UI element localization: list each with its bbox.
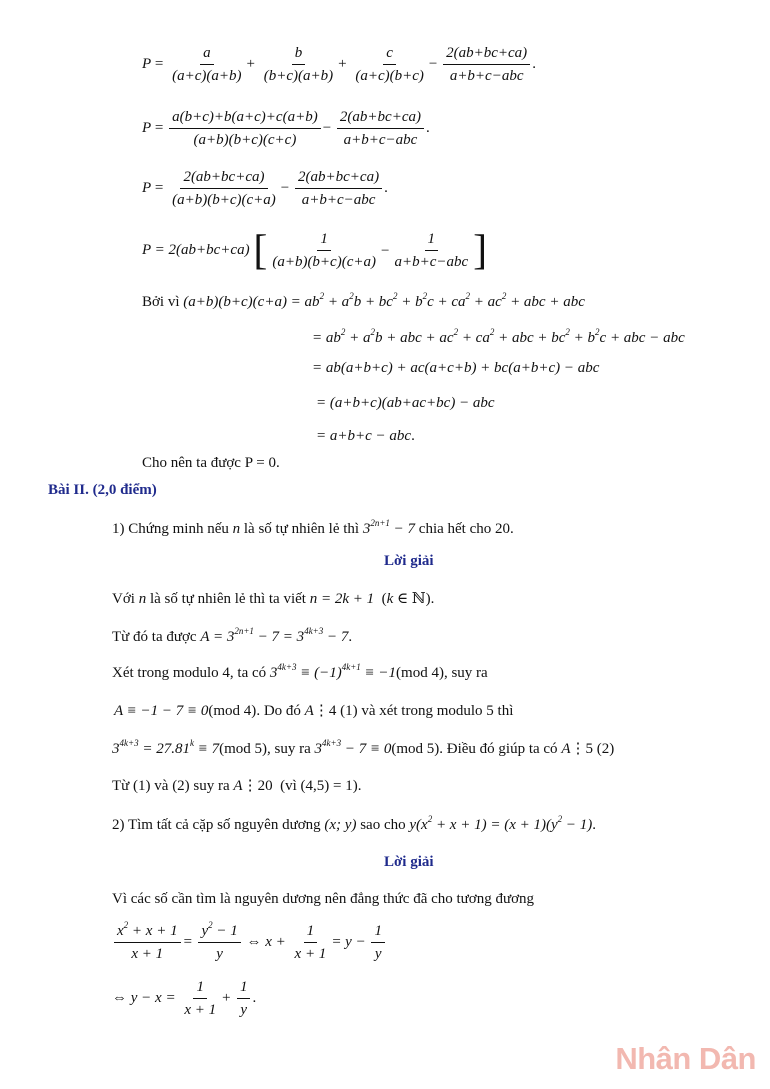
solution-2-line-3: ⇔ y − x = $\frac{1}{x + 1}$ + $\frac{1}{y}$ .	[112, 979, 257, 1018]
q1-text-a: 1) Chứng minh nếu	[112, 521, 229, 537]
section-title: Bài II. (2,0 điểm)	[48, 482, 157, 498]
s4-c: (1) và xét trong modulo 5 thì	[340, 703, 514, 719]
equation-p-line-1: P = $\frac{a}{(a+c)(a+b)}$ + $\frac{b}{(b+c)(a+b)}$ + $\frac{c}{(a+c)(b+c)}$ − $\frac{2(ab+bc+ca)}{\text{a+b+c−abc}}$ .	[142, 45, 536, 84]
solution-heading-2: Lời giải	[384, 854, 434, 870]
solution-1-line-5: $3^{4k+3} = 27.81^k \equiv 7(mod$ 5), suy ra $3^{4k+3} - 7 \equiv 0(mod$ 5). Điều đó giúp ta có A⋮5 (2)	[112, 738, 615, 757]
frac-num: 2(ab+bc+ca)	[295, 168, 382, 189]
frac-den: a+b+c−abc	[394, 254, 469, 270]
q2-b: sao cho	[360, 817, 406, 833]
frac-den: a+b+c−abc	[449, 68, 524, 84]
frac-num: a	[200, 44, 214, 65]
since-line-3: = ab(a+b+c) + ac(a+c+b) + bc(a+b+c) − abc	[312, 360, 600, 376]
question-2: 2) Tìm tất cả cặp số nguyên dương (x; y) sao cho $y(x^2 + x + 1) = (x + 1)(y^2 - 1)$.	[112, 814, 597, 833]
s5-c: . Điều đó giúp ta có	[439, 741, 558, 757]
watermark-logo: Nhân Dân	[615, 1041, 756, 1076]
solution-1-line-6: Từ (1) và (2) suy ra A⋮20 (vì (4,5) = 1).	[112, 778, 362, 794]
s6-a: Từ (1) và (2) suy ra	[112, 778, 230, 794]
s5-d: (2)	[596, 741, 615, 757]
solution-heading-1: Lời giải	[384, 553, 434, 569]
solution-1-line-4: A ≡ −1 − 7 ≡ 0(mod 4). Do đó A⋮4 (1) và xét trong modulo 5 thì	[114, 703, 514, 719]
solution-2-line-2: $\frac{x^2 + x + 1}{x + 1}$ = $\frac{y^2 - 1}{y}$ ⇔ x + $\frac{1}{x + 1}$ = y − $\frac{1}{y}$	[112, 922, 387, 963]
solution-1-line-3: Xét trong modulo 4, ta có $3^{4k+3} \equiv (-1)^{4k+1} \equiv -1(mod$ 4), suy ra	[112, 662, 488, 681]
equation-p-line-2: P = $\frac{a(b+c)+b(a+c)+c(a+b)}{(a+b)(b+c)(c+c)}$ − $\frac{2(ab+bc+ca)}{\text{a+b+c−abc}}$ .	[142, 109, 430, 148]
since-line-2: = $ab^2 + a^2b$ + abc + $ac^2 + ca^2$ + abc + $bc^2 + b^2c$ + abc − abc	[312, 327, 685, 346]
frac-den: (a+b)(b+c)(c+a)	[172, 192, 276, 208]
equation-p-line-4: P = 2(ab+bc+ca) [ $\frac{1}{(a+b)(b+c)(c+a)}$ − $\frac{1}{\text{a+b+c−abc}}$ ]	[142, 227, 488, 274]
q1-text-c: chia hết cho 20.	[418, 521, 514, 537]
frac-num: 1	[317, 230, 331, 251]
frac-den: (a+c)(a+b)	[172, 68, 242, 84]
question-1: 1) Chứng minh nếu n là số tự nhiên lẻ thì $3^{2n+1} - 7$ chia hết cho 20.	[112, 518, 514, 537]
frac-den: (a+c)(b+c)	[355, 68, 424, 84]
equation-prefix: P = 2(ab+bc+ca)	[142, 241, 250, 258]
frac-num: 2(ab+bc+ca)	[180, 168, 267, 189]
s3-b: , suy ra	[443, 665, 488, 681]
since-label: Bởi vì	[142, 294, 180, 310]
s3-a: Xét trong modulo 4, ta có	[112, 665, 267, 681]
q1-text-b: là số tự nhiên lẻ thì	[243, 521, 360, 537]
solution-1-line-1: Với n là số tự nhiên lẻ thì ta viết n = 2k + 1 (k ∈ ℕ).	[112, 591, 435, 607]
equation-p-line-3: P = $\frac{2(ab+bc+ca)}{(a+b)(b+c)(c+a)}$ − $\frac{2(ab+bc+ca)}{\text{a+b+c−abc}}$ .	[142, 169, 388, 208]
frac-den: a+b+c−abc	[343, 132, 418, 148]
frac-den: (a+b)(b+c)(c+c)	[193, 132, 297, 148]
frac-den: (b+c)(a+b)	[263, 68, 334, 84]
s2-a: Từ đó ta được	[112, 629, 197, 645]
s5-b: , suy ra	[267, 741, 311, 757]
solution-1-line-2: Từ đó ta được $A = 3^{2n+1} - 7 = 3^{4k+3} - 7$.	[112, 626, 353, 645]
frac-den: a+b+c−abc	[301, 192, 376, 208]
s1-a: Với	[112, 591, 135, 607]
frac-den: (a+b)(b+c)(c+a)	[272, 254, 376, 270]
frac-num: 2(ab+bc+ca)	[337, 108, 424, 129]
q2-a: 2) Tìm tất cả cặp số nguyên dương	[112, 817, 321, 833]
s4-b: . Do đó	[256, 703, 301, 719]
frac-num: b	[292, 44, 306, 65]
frac-num: c	[383, 44, 396, 65]
conclusion-line: Cho nên ta được P = 0.	[142, 455, 280, 471]
since-line-5: = a+b+c − abc.	[316, 428, 415, 444]
since-line-1: Bởi vì $(a+b)(b+c)(c+a) = ab^2 + a^2b + bc^2 + b^2c + ca^2 + ac^2$ + abc + abc	[142, 291, 585, 310]
frac-num: 1	[425, 230, 439, 251]
since-line-4: = (a+b+c)(ab+ac+bc) − abc	[316, 395, 495, 411]
s6-b: (vì	[280, 778, 297, 794]
frac-num: 2(ab+bc+ca)	[443, 44, 530, 65]
solution-2-line-1: Vì các số cần tìm là nguyên dương nên đẳng thức đã cho tương đương	[112, 891, 535, 907]
s1-b: là số tự nhiên lẻ thì ta viết	[149, 591, 306, 607]
frac-num: a(b+c)+b(a+c)+c(a+b)	[169, 108, 321, 129]
